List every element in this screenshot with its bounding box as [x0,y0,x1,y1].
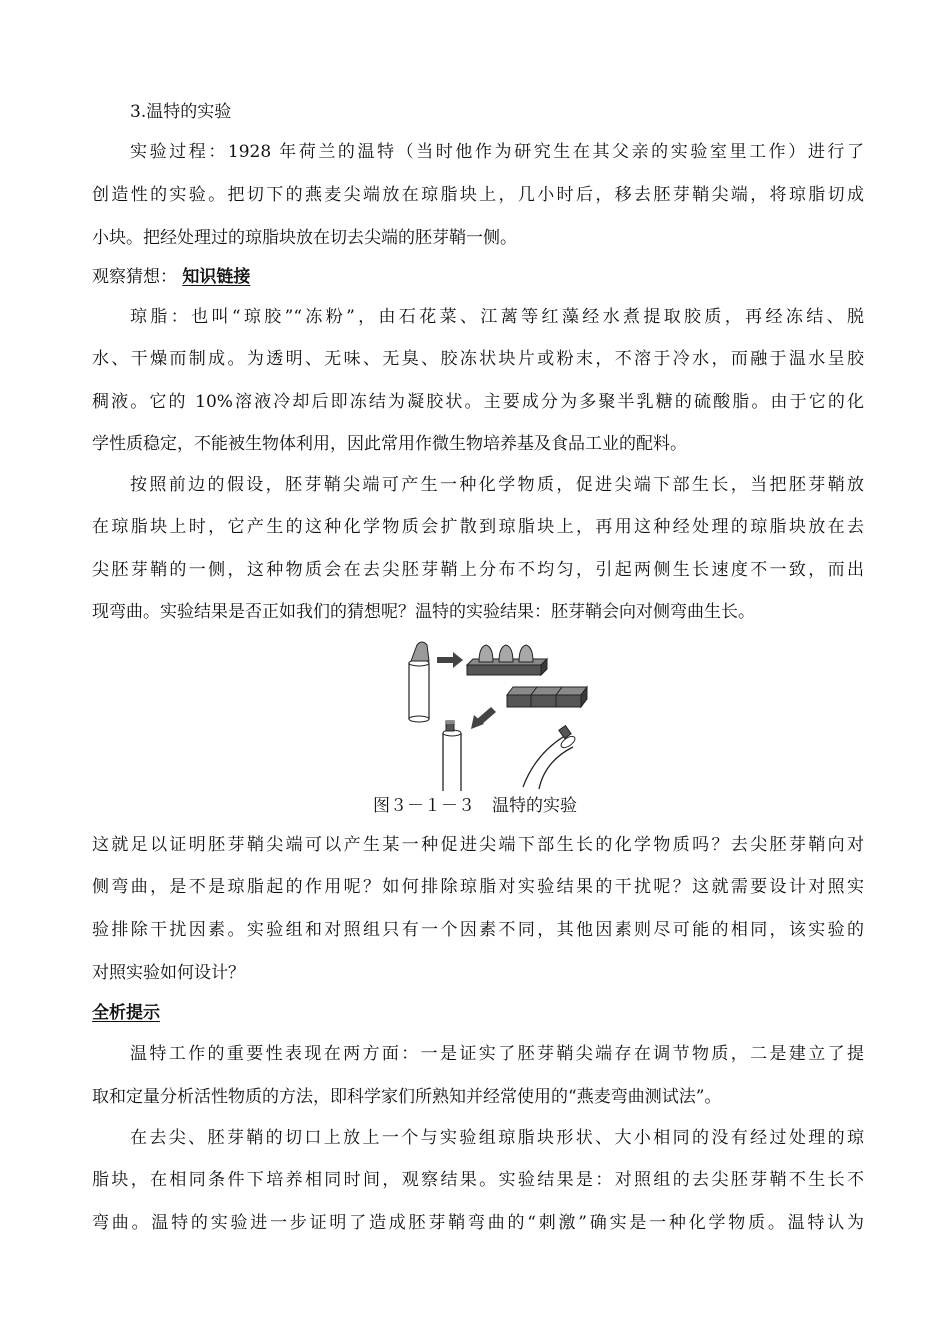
importance-paragraph-line: 温特工作的重要性表现在两方面：一是证实了胚芽鞘尖端存在调节物质，二是建立了提 [130,1044,864,1064]
hypothesis-paragraph-line: 现弯曲。实验结果是否正如我们的猜想呢？温特的实验结果：胚芽鞘会向对侧弯曲生长。 [92,602,755,622]
control-paragraph-line: 脂块，在相同条件下培养相同时间，观察结果。实验结果是：对照组的去尖胚芽鞘不生长不 [92,1170,864,1190]
decapitated-coleoptile [443,721,461,791]
hypothesis-paragraph-line: 在琼脂块上时，它产生的这种化学物质会扩散到琼脂块上，再用这种经处理的琼脂块放在去 [92,517,864,537]
observe-line [92,264,864,290]
exp-process-line: 创造性的实验。把切下的燕麦尖端放在琼脂块上，几小时后，移去胚芽鞘尖端，将琼脂切成 [92,185,864,205]
control-paragraph-line: 弯曲。温特的实验进一步证明了造成胚芽鞘弯曲的“刺激”确实是一种化学物质。温特认为 [92,1213,864,1233]
agar-block-with-tips [467,645,547,675]
agar-paragraph-line: 稠液。它的 10%溶液冷却后即冻结为凝胶状。主要成分为多聚半乳糖的硫酸脂。由于它的化 [92,392,864,412]
coleoptile-with-tip [409,642,429,722]
observe-label: 观察猜想： [92,267,177,287]
bent-coleoptile [523,726,577,789]
agar-paragraph-line: 学性质稳定，不能被生物体利用，因此常用作微生物培养基及食品工业的配料。 [92,434,687,454]
analysis-heading: 全析提示 [92,1003,160,1023]
control-paragraph-line: 在去尖、胚芽鞘的切口上放上一个与实验组琼脂块形状、大小相同的没有经过处理的琼 [130,1128,864,1148]
importance-paragraph-line: 取和定量分析活性物质的方法，即科学家们所熟知并经常使用的“燕麦弯曲测试法”。 [92,1087,722,1107]
question-paragraph-line: 这就足以证明胚芽鞘尖端可以产生某一种促进尖端下部生长的化学物质吗？去尖胚芽鞘向对 [92,835,864,855]
right-arrow [437,652,463,668]
agar-paragraph-line: 琼脂：也叫“琼胶”“冻粉”，由石花菜、江蓠等红藻经水煮提取胶质，再经冻结、脱 [130,307,864,327]
diagonal-arrow [471,707,496,729]
exp-process-line: 小块。把经处理过的琼脂块放在切去尖端的胚芽鞘一侧。 [92,228,517,248]
cut-agar-blocks [507,687,587,707]
exp-process-line: 实验过程：1928 年荷兰的温特（当时他作为研究生在其父亲的实验室里工作）进行了 [130,142,864,162]
agar-paragraph-line: 水、干燥而制成。为透明、无味、无臭、胶冻状块片或粉末，不溶于冷水，而融于温水呈胶 [92,349,864,369]
question-paragraph-line: 对照实验如何设计？ [92,963,245,983]
went-experiment-figure [395,635,595,793]
hypothesis-paragraph-line: 按照前边的假设，胚芽鞘尖端可产生一种化学物质，促进尖端下部生长，当把胚芽鞘放 [130,475,864,495]
knowledge-link-heading: 知识链接 [182,267,251,287]
question-paragraph-line: 验排除干扰因素。实验组和对照组只有一个因素不同，其他因素则尽可能的相同，该实验的 [92,920,864,940]
question-paragraph-line: 侧弯曲，是不是琼脂起的作用呢？如何排除琼脂对实验结果的干扰呢？这就需要设计对照实 [92,877,864,897]
figure-caption: 图３－１－３ 温特的实验 [373,796,577,816]
section-title: 3.温特的实验 [130,102,232,122]
hypothesis-paragraph-line: 尖胚芽鞘的一侧，这种物质会在去尖胚芽鞘上分布不均匀，引起两侧生长速度不一致，而出 [92,560,864,580]
